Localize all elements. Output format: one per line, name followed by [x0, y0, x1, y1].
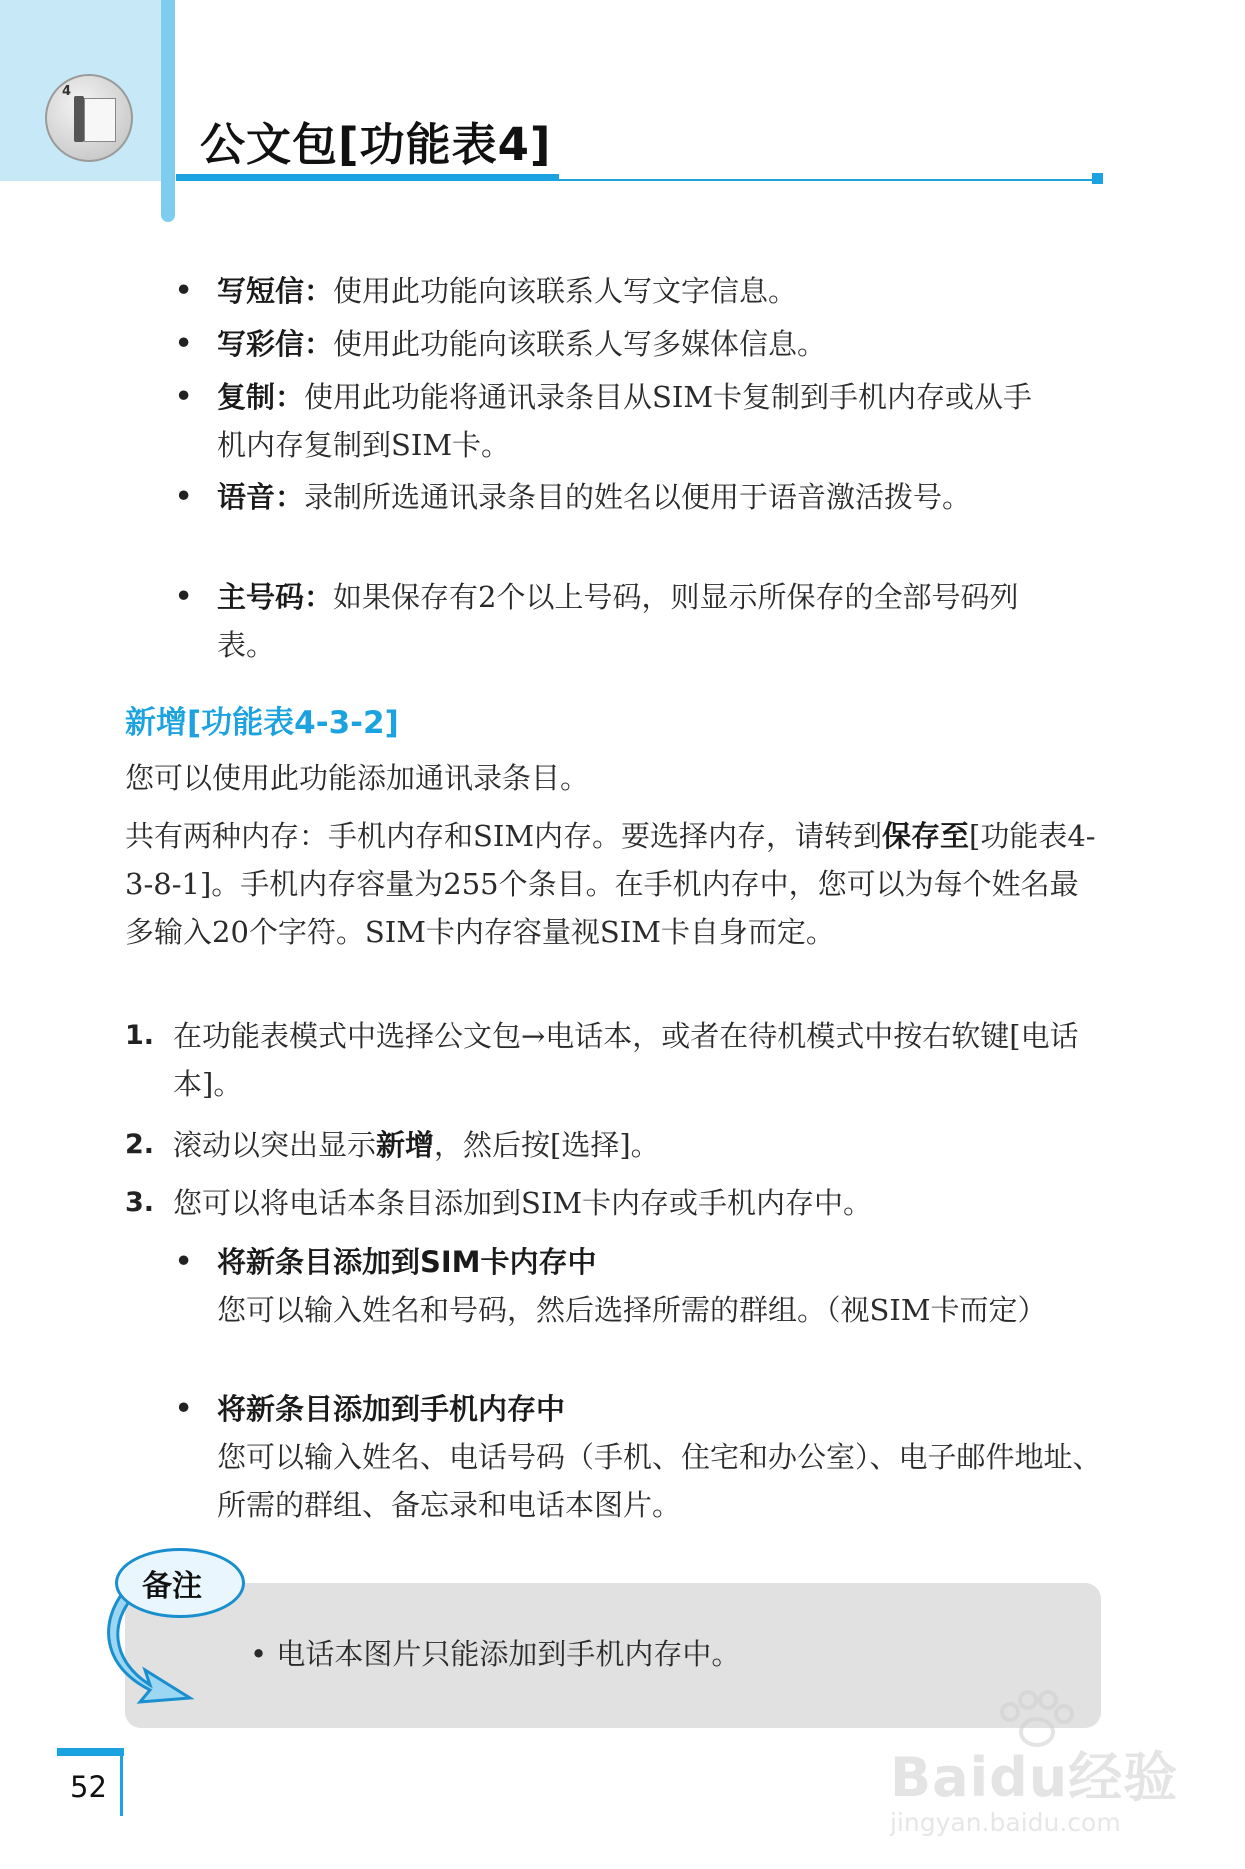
- step-bold-term: 新增: [376, 1128, 435, 1162]
- title-rule: [176, 179, 1100, 181]
- step-number: 2.: [125, 1129, 155, 1160]
- bullet-term: 主号码：: [217, 580, 334, 614]
- list-item: [175, 573, 1075, 669]
- bullet-icon: •: [175, 581, 193, 612]
- footer-bar: [57, 1748, 124, 1756]
- sub-bullet-text: 您可以输入姓名和号码，然后选择所需的群组。（视SIM卡而定）: [217, 1293, 1047, 1327]
- list-item: [175, 373, 1055, 469]
- step-item: [125, 1012, 1085, 1108]
- paragraph-text: 共有两种内存：手机内存和SIM内存。要选择内存，请转到: [125, 819, 883, 853]
- chapter-tab-bar: [161, 0, 175, 222]
- step-text: 您可以将电话本条目添加到SIM卡内存或手机内存中。: [173, 1186, 873, 1220]
- bullet-term: 复制：: [217, 380, 305, 414]
- bullet-icon: •: [250, 1637, 277, 1671]
- bullet-text: 如果保存有2个以上号码，则显示所保存的全部号码列表。: [217, 580, 1019, 662]
- watermark-url: jingyan.baidu.com: [890, 1808, 1121, 1837]
- section-heading: 新增[功能表4-3-2]: [125, 705, 399, 741]
- list-item: [175, 473, 1005, 521]
- page-number: 52: [70, 1770, 107, 1804]
- sub-bullet-title: 将新条目添加到SIM卡内存中: [217, 1245, 597, 1279]
- list-item: [175, 1238, 1105, 1334]
- section-intro: 您可以使用此功能添加通讯录条目。: [125, 761, 590, 795]
- title-rule-end-marker: [1092, 173, 1103, 184]
- sub-bullet-text: 您可以输入姓名、电话号码（手机、住宅和办公室）、电子邮件地址、所需的群组、备忘录和电话本图片。: [217, 1440, 1102, 1522]
- bullet-term: 语音：: [217, 480, 305, 514]
- bullet-icon: •: [175, 1393, 193, 1424]
- bullet-term: 写彩信：: [217, 327, 334, 361]
- page-title: 公文包[功能表4]: [200, 118, 552, 171]
- book-spine-icon: [74, 96, 84, 142]
- list-item: [175, 267, 1105, 315]
- step-text: 在功能表模式中选择公文包→电话本，或者在待机模式中按右软键[电话本]。: [173, 1019, 1079, 1101]
- step-number: 1.: [125, 1020, 155, 1051]
- bullet-icon: •: [175, 481, 193, 512]
- bullet-text: 使用此功能向该联系人写文字信息。: [333, 274, 798, 308]
- sub-bullet-title: 将新条目添加到手机内存中: [217, 1392, 566, 1426]
- list-item: [175, 320, 1105, 368]
- chapter-number: 4: [62, 84, 72, 99]
- note-label: 备注: [142, 1569, 202, 1604]
- bullet-term: 写短信：: [217, 274, 334, 308]
- bullet-icon: •: [175, 1246, 193, 1277]
- step-number: 3.: [125, 1187, 155, 1218]
- watermark-brand: Baidu经验: [890, 1746, 1179, 1809]
- book-cover-icon: [84, 98, 116, 142]
- bullet-text: 使用此功能将通讯录条目从SIM卡复制到手机内存或从手机内存复制到SIM卡。: [217, 380, 1033, 462]
- bullet-text: 使用此功能向该联系人写多媒体信息。: [333, 327, 827, 361]
- list-item: [175, 1385, 1105, 1529]
- paragraph-bold-term: 保存至: [882, 819, 970, 853]
- section-paragraph: [125, 812, 1105, 956]
- note-text: [250, 1634, 740, 1674]
- footer-bar-side: [120, 1748, 123, 1816]
- paragraph-text: [功能表4-3-8-1]。手机内存容量为255个条目。在手机内存中，您可以为每个姓名最多输入20个字符。SIM卡内存容量视SIM卡自身而定。: [125, 819, 1096, 949]
- step-item: [125, 1121, 1105, 1169]
- bullet-text: 录制所选通讯录条目的姓名以便用于语音激活拨号。: [304, 480, 972, 514]
- watermark: [890, 1690, 1190, 1840]
- step-item: [125, 1179, 1105, 1227]
- step-text: ，然后按[选择]。: [434, 1128, 660, 1162]
- bullet-icon: •: [175, 328, 193, 359]
- note-text-content: 电话本图片只能添加到手机内存中。: [276, 1637, 741, 1671]
- bullet-icon: •: [175, 381, 193, 412]
- step-text: 滚动以突出显示: [173, 1128, 377, 1162]
- bullet-icon: •: [175, 275, 193, 306]
